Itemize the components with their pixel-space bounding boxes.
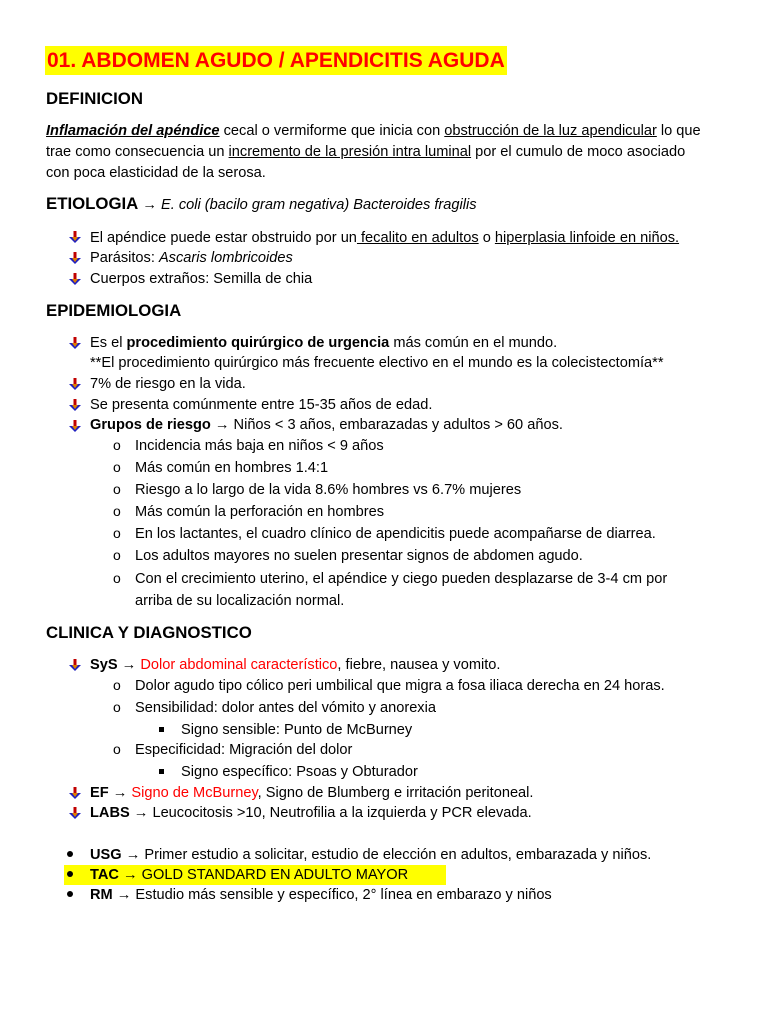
epidemiologia-item-1: Es el procedimiento quirúrgico de urgencia más común en el mundo. (90, 335, 558, 351)
arrow-bullet-icon (69, 787, 81, 800)
riesgo-sub-6: Los adultos mayores no suelen presentar signos de abdomen agudo. (135, 548, 583, 564)
arrow-bullet-icon (69, 252, 81, 265)
heading-etiologia: ETIOLOGIA (46, 194, 139, 213)
epidemiologia-item-2: 7% de riesgo en la vida. (90, 376, 246, 392)
imaging-usg: USG → Primer estudio a solicitar, estudio de elección en adultos, embarazada y niños. (90, 847, 652, 863)
circle-bullet-icon: o (113, 741, 121, 757)
heading-definicion: DEFINICION (46, 89, 143, 108)
clinica-subsub-1: Signo sensible: Punto de McBurney (181, 722, 413, 738)
square-bullet-icon (159, 769, 164, 774)
imaging-tac: TAC → GOLD STANDARD EN ADULTO MAYOR (90, 867, 409, 883)
arrow-bullet-icon (69, 337, 81, 350)
riesgo-sub-3: Riesgo a lo largo de la vida 8.6% hombres vs 6.7% mujeres (135, 482, 522, 498)
definicion-line-3: con poca elasticidad de la serosa. (46, 165, 266, 181)
dot-bullet-icon (67, 891, 73, 897)
riesgo-sub-7-cont: arriba de su localización normal. (135, 593, 345, 609)
definicion-line-1: Inflamación del apéndice cecal o vermiforme que inicia con obstrucción de la luz apendicular lo que (46, 123, 701, 139)
clinica-subsub-2: Signo específico: Psoas y Obturador (181, 764, 418, 780)
circle-bullet-icon: o (113, 437, 121, 453)
imaging-rm: RM → Estudio más sensible y específico, 2° línea en embarazo y niños (90, 887, 552, 903)
riesgo-sub-7: Con el crecimiento uterino, el apéndice y ciego pueden desplazarse de 3-4 cm por (135, 571, 668, 587)
riesgo-sub-1: Incidencia más baja en niños < 9 años (135, 438, 384, 454)
circle-bullet-icon: o (113, 547, 121, 563)
arrow-bullet-icon (69, 807, 81, 820)
riesgo-sub-2: Más común en hombres 1.4:1 (135, 460, 329, 476)
dot-bullet-icon (67, 851, 73, 857)
arrow-bullet-icon (69, 231, 81, 244)
epidemiologia-note: **El procedimiento quirúrgico más frecuente electivo en el mundo es la colecistectomía** (90, 355, 664, 371)
clinica-ef: EF → Signo de McBurney, Signo de Blumberg e irritación peritoneal. (90, 785, 534, 801)
etiologia-item-3: Cuerpos extraños: Semilla de chia (90, 271, 313, 287)
arrow-bullet-icon (69, 420, 81, 433)
arrow-bullet-icon (69, 273, 81, 286)
epidemiologia-item-4: Grupos de riesgo → Niños < 3 años, embarazadas y adultos > 60 años. (90, 417, 563, 433)
clinica-sub-3: Especificidad: Migración del dolor (135, 742, 353, 758)
circle-bullet-icon: o (113, 677, 121, 693)
etiologia-item-2: Parásitos: Ascaris lombricoides (90, 250, 293, 266)
circle-bullet-icon: o (113, 525, 121, 541)
clinica-sys: SyS → Dolor abdominal característico, fiebre, nausea y vomito. (90, 657, 501, 673)
heading-clinica: CLINICA Y DIAGNOSTICO (46, 623, 252, 642)
circle-bullet-icon: o (113, 459, 121, 475)
page-title: 01. ABDOMEN AGUDO / APENDICITIS AGUDA (45, 46, 507, 75)
dot-bullet-icon (67, 871, 73, 877)
arrow-bullet-icon (69, 378, 81, 391)
etiologia-heading-line: ETIOLOGIA → E. coli (bacilo gram negativa) Bacteroides fragilis (46, 194, 477, 213)
epidemiologia-item-3: Se presenta comúnmente entre 15-35 años de edad. (90, 397, 433, 413)
circle-bullet-icon: o (113, 503, 121, 519)
definicion-line-2: trae como consecuencia un incremento de la presión intra luminal por el cumulo de moco asociado (46, 144, 686, 160)
arrow-bullet-icon (69, 399, 81, 412)
riesgo-sub-5: En los lactantes, el cuadro clínico de apendicitis puede acompañarse de diarrea. (135, 526, 656, 542)
clinica-labs: LABS → Leucocitosis >10, Neutrofilia a la izquierda y PCR elevada. (90, 805, 532, 821)
clinica-sub-1: Dolor agudo tipo cólico peri umbilical que migra a fosa iliaca derecha en 24 horas. (135, 678, 665, 694)
square-bullet-icon (159, 727, 164, 732)
riesgo-sub-4: Más común la perforación en hombres (135, 504, 385, 520)
circle-bullet-icon: o (113, 699, 121, 715)
arrow-bullet-icon (69, 659, 81, 672)
etiologia-item-1: El apéndice puede estar obstruido por un fecalito en adultos o hiperplasia linfoide en niños. (90, 230, 680, 246)
circle-bullet-icon: o (113, 481, 121, 497)
clinica-sub-2: Sensibilidad: dolor antes del vómito y anorexia (135, 700, 436, 716)
heading-epidemiologia: EPIDEMIOLOGIA (46, 301, 182, 320)
circle-bullet-icon: o (113, 570, 121, 586)
